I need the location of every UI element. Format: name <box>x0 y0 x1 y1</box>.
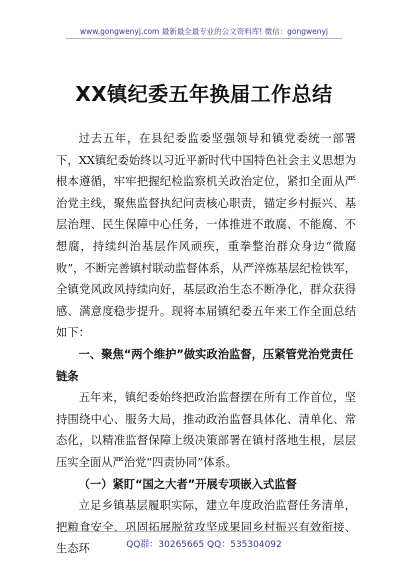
intro-paragraph: 过去五年，在县纪委监委坚强领导和镇党委统一部署下，XX镇纪委始终以习近平新时代中国特色社会主义思想为根本遵循，牢牢把握纪检监察机关政治定位，紧扣全面从严治党主线，聚焦监督执纪问责核心职责，锚定乡村振兴、基层治理、民生保障中心任务，一体推进不敢腐、不能腐、不想腐，持续纠治基层作风顽疾，重拳整治群众身边“微腐败”，不断完善镇村联动监督体系，从严淬炼基层纪检铁军，全镇党风政风持续向好，基层政治生态不断净化，群众获得感、满意度稳步提升。现将本届镇纪委五年来工作全面总结如下： <box>56 132 356 340</box>
footer-divider <box>66 531 342 532</box>
document-body <box>56 128 356 560</box>
page-footer: QQ群：30265665 QQ：535304092 <box>126 540 282 550</box>
section-1-paragraph: 五年来，镇纪委始终把政治监督摆在所有工作首位，坚持围绕中心、服务大局，推动政治监督具体化、清单化、常态化，以精准监督保障上级决策部署在镇村落地生根，层层压实全面从严治党“四责协同”体系。 <box>56 391 356 469</box>
page-header: www.gongwenyj.com 最新最全最专业的公文资料库! 微信：gongwenyj <box>79 27 329 36</box>
document-title: XX镇纪委五年换届工作总结 <box>75 82 333 106</box>
header-divider <box>66 38 342 39</box>
section-heading-1: 一、聚焦“两个维护”做实政治监督，压紧管党治党责任链条 <box>56 347 354 383</box>
subsection-1-paragraph: 立足乡镇基层履职实际，建立年度政治监督任务清单，把粮食安全、巩固拓展脱贫攻坚成果同乡村振兴有效衔接、生态环 <box>56 499 356 556</box>
subsection-heading-1: （一）紧盯“国之大者”开展专项嵌入式监督 <box>78 477 297 491</box>
